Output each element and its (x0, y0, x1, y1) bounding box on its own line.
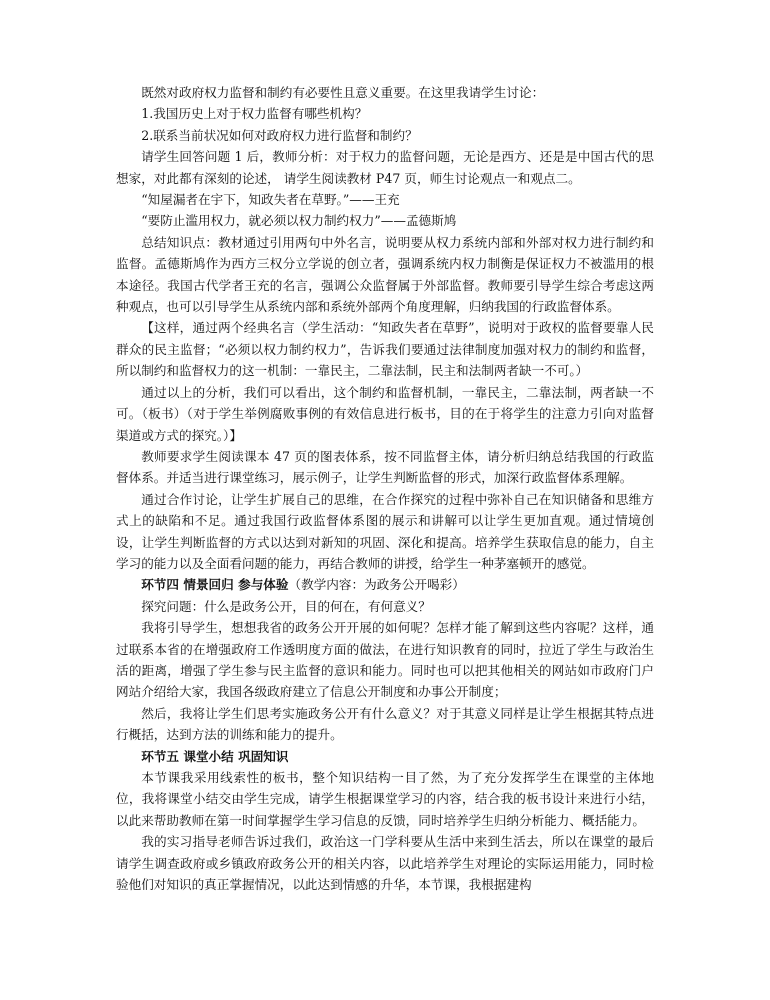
paragraph-inquiry: 探究问题：什么是政务公开，目的何在，有何意义？ (141, 598, 431, 614)
paragraph-cooperation: 通过合作讨论，让学生扩展自己的思维，在合作探究的过程中弥补自己在知识储备和思维方式上的缺陷和不足。通过我国行政监督体系图的展示和讲解可以让学生更加直观。通过情境创设，让学生判断监督的方式以达到对新知的巩固、深化和提高。培养学生获取信息的能力，自主学习的能力以及全面看问题的能力，再结合教师的讲授，给学生一种茅塞顿开的感觉。 (116, 491, 654, 571)
section-four-heading: 环节四 情景回归 参与体验 (141, 577, 289, 593)
paragraph-bracket-start: 【这样，通过两个经典名言（学生活动：“知政失者在草野”，说明对于政权的监督要靠人民群众的民主监督；“必须以权力制约权力”，告诉我们要通过法律制度加强对权力的制约和监督，所以制约和监督权力的这一机制：一靠民主，二靠法制，民主和法制两者缺一不可。） (116, 320, 654, 379)
quote-wang-chong: “知屋漏者在宇下，知政失者在草野。”——王充 (141, 192, 400, 208)
paragraph-textbook: 教师要求学生阅读课本 47 页的图表体系，按不同监督主体，请分析归纳总结我国的行政监督体系。并适当进行课堂练习，展示例子，让学生判断监督的形式，加深行政监督体系理解。 (116, 448, 654, 486)
section-five-heading: 环节五 课堂小结 巩固知识 (141, 748, 289, 764)
paragraph-1: 既然对政府权力监督和制约有必要性且意义重要。在这里我请学生讨论： (141, 85, 545, 100)
paragraph-blackboard: 通过以上的分析，我们可以看出，这个制约和监督机制，一靠民主，二靠法制，两者缺一不可。（板书）（对于学生举例腐败事例的有效信息进行板书，目的在于将学生的注意力引向对监督渠道或方式的探究。）】 (116, 384, 654, 443)
paragraph-internship: 我的实习指导老师告诉过我们，政治这一门学科要从生活中来到生活去，所以在课堂的最后请学生调查政府或乡镇政府政务公开的相关内容，以此培养学生对理论的实际运用能力，同时检验他们对知识的真正掌握情况，以此达到情感的升华，本节课，我根据建构 (116, 834, 654, 893)
paragraph-analysis: 请学生回答问题 1 后，教师分析：对于权力的监督问题，无论是西方、还是是中国古代的思想家，对此都有深刻的论述， 请学生阅读教材 P47 页，师生讨论观点一和观点二。 (116, 149, 654, 186)
paragraph-class-summary: 本节课我采用线索性的板书，整个知识结构一目了然，为了充分发挥学生在课堂的主体地位，我将课堂小结交由学生完成，请学生根据课堂学习的内容，结合我的板书设计来进行小结，以此来帮助教师在第一时间掌握学生学习信息的反馈，同时培养学生归纳分析能力、概括能力。 (116, 770, 654, 828)
document-page (116, 82, 654, 895)
section-four-line (116, 574, 654, 595)
paragraph-summary: 总结知识点：教材通过引用两句中外名言，说明要从权力系统内部和外部对权力进行制约和监督。孟德斯鸠作为西方三权分立学说的创立者，强调系统内权力制衡是保证权力不被滥用的根本途径。我国古代学者王充的名言，强调公众监督属于外部监督。教师要引导学生综合考虑这两种观点，也可以引导学生从系统内部和系统外部两个角度理解，归纳我国的行政监督体系。 (116, 234, 654, 315)
quote-montesquieu: “要防止滥用权力，就必须以权力制约权力”——孟德斯鸠 (141, 213, 457, 229)
paragraph-significance: 然后，我将让学生们思考实施政务公开有什么意义？对于其意义同样是让学生根据其特点进行概括，达到方法的训练和能力的提升。 (116, 705, 654, 743)
section-five-line (116, 746, 654, 767)
section-four-content: （教学内容：为政务公开喝彩） (288, 577, 465, 593)
question-2: 2.联系当前状况如何对政府权力进行监督和制约？ (141, 127, 418, 143)
question-1: 1.我国历史上对于权力监督有哪些机构？ (141, 106, 368, 122)
paragraph-guidance: 我将引导学生，想想我省的政务公开开展的如何呢？怎样才能了解到这些内容呢？这样，通过联系本省的在增强政府工作透明度方面的做法，在进行知识教育的同时，拉近了学生与政治生活的距离，增强了学生参与民主监督的意识和能力。同时也可以把其他相关的网站如市政府门户网站介绍给大家，我国各级政府建立了信息公开制度和办事公开制度； (116, 620, 654, 700)
